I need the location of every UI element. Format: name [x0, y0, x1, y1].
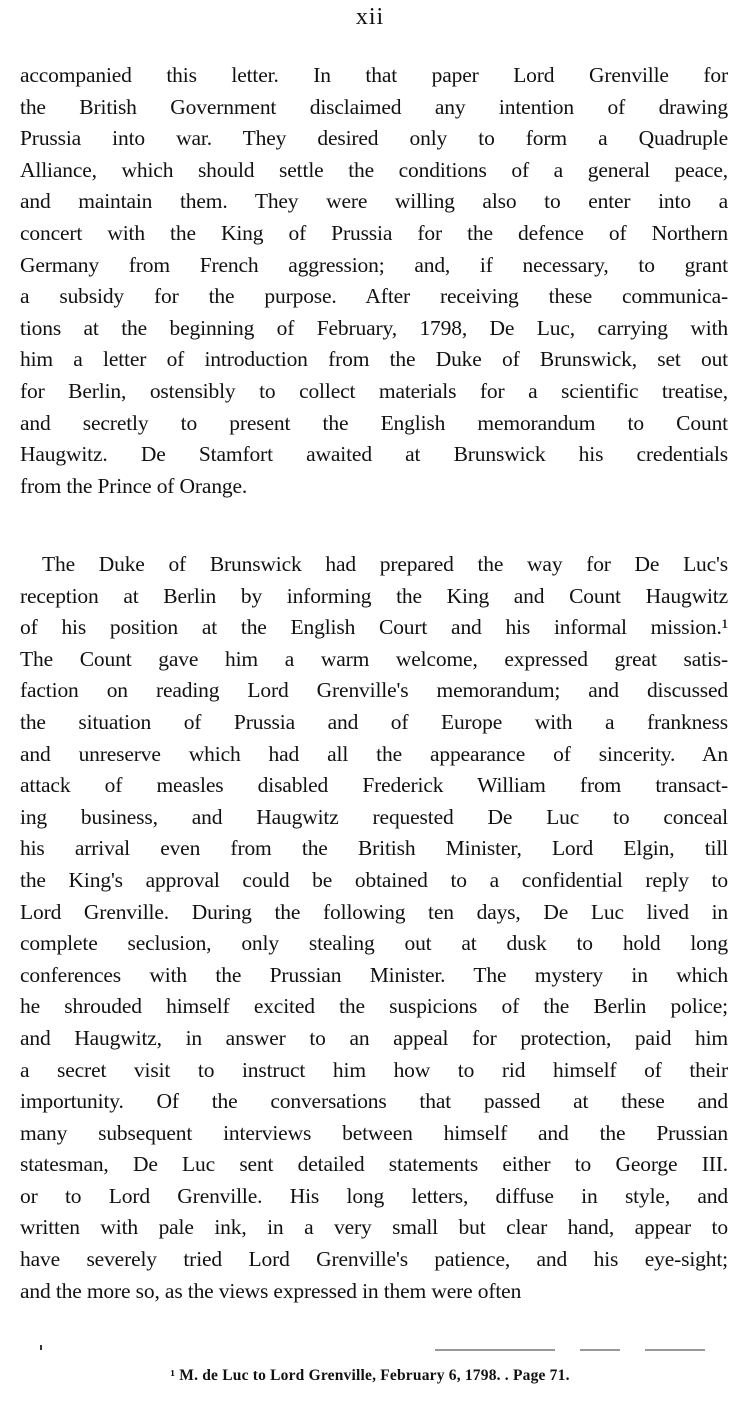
- text-line: The Count gave him a warm welcome, expressed great satis-: [20, 646, 728, 671]
- text-line: Lord Grenville. During the following ten days, De Luc lived in: [20, 899, 728, 924]
- text-line: attack of measles disabled Frederick William from transact-: [20, 773, 728, 798]
- text-line: and maintain them. They were willing also to enter into a: [20, 189, 728, 214]
- text-line: and secretly to present the English memorandum to Count: [20, 410, 728, 435]
- page-folio: xii: [355, 4, 385, 30]
- text-line: him a letter of introduction from the Duke of Brunswick, set out: [20, 347, 728, 372]
- text-line: have severely tried Lord Grenville's patience, and his eye-sight;: [20, 1247, 728, 1272]
- paragraph-1: [20, 60, 728, 502]
- text-line: Haugwitz. De Stamfort awaited at Brunswick his credentials: [20, 442, 728, 467]
- text-line: many subsequent interviews between himself and the Prussian: [20, 1120, 728, 1145]
- text-line: complete seclusion, only stealing out at dusk to hold long: [20, 931, 728, 956]
- text-line: of his position at the English Court and his informal mission.¹: [20, 615, 728, 640]
- text-line: a subsidy for the purpose. After receiving these communica-: [20, 284, 728, 309]
- text-line: tions at the beginning of February, 1798, De Luc, carrying with: [20, 315, 728, 340]
- text-line: his arrival even from the British Minister, Lord Elgin, till: [20, 836, 728, 861]
- text-line: the British Government disclaimed any intention of drawing: [20, 94, 728, 119]
- text-line: from the Prince of Orange.: [20, 473, 248, 498]
- paragraph-2: [20, 549, 728, 1307]
- text-line: reception at Berlin by informing the King and Count Haugwitz: [20, 583, 728, 608]
- text-line: statesman, De Luc sent detailed statements either to George III.: [20, 1152, 728, 1177]
- text-line: accompanied this letter. In that paper Lord Grenville for: [20, 63, 728, 87]
- text-line: Prussia into war. They desired only to form a Quadruple: [20, 126, 728, 151]
- text-line: the King's approval could be obtained to a confidential reply to: [20, 867, 728, 892]
- text-line: and the more so, as the views expressed in them were often: [20, 1278, 522, 1303]
- text-line: Alliance, which should settle the conditions of a general peace,: [20, 157, 728, 182]
- text-line: or to Lord Grenville. His long letters, diffuse in style, and: [20, 1183, 728, 1208]
- text-line: written with pale ink, in a very small but clear hand, appear to: [20, 1215, 728, 1240]
- text-line: and unreserve which had all the appearance of sincerity. An: [20, 741, 728, 766]
- text-line: conferences with the Prussian Minister. The mystery in which: [20, 962, 728, 987]
- text-line: ing business, and Haugwitz requested De Luc to conceal: [20, 804, 728, 829]
- text-line: importunity. Of the conversations that passed at these and: [20, 1089, 728, 1114]
- text-line: concert with the King of Prussia for the defence of Northern: [20, 220, 728, 245]
- text-line: a secret visit to instruct him how to rid himself of their: [20, 1057, 728, 1082]
- text-line: The Duke of Brunswick had prepared the way for De Luc's: [42, 552, 728, 576]
- text-line: he shrouded himself excited the suspicions of the Berlin police;: [20, 994, 728, 1019]
- text-line: faction on reading Lord Grenville's memorandum; and discussed: [20, 678, 728, 703]
- text-line: the situation of Prussia and of Europe with a frankness: [20, 709, 728, 734]
- text-line: Germany from French aggression; and, if necessary, to grant: [20, 252, 728, 277]
- print-smudge-marks: [40, 1345, 720, 1355]
- footnote: ¹ M. de Luc to Lord Grenville, February 6, 1798. . Page 71.: [170, 1367, 570, 1384]
- text-line: and Haugwitz, in answer to an appeal for protection, paid him: [20, 1025, 728, 1050]
- text-line: for Berlin, ostensibly to collect materials for a scientific treatise,: [20, 378, 728, 403]
